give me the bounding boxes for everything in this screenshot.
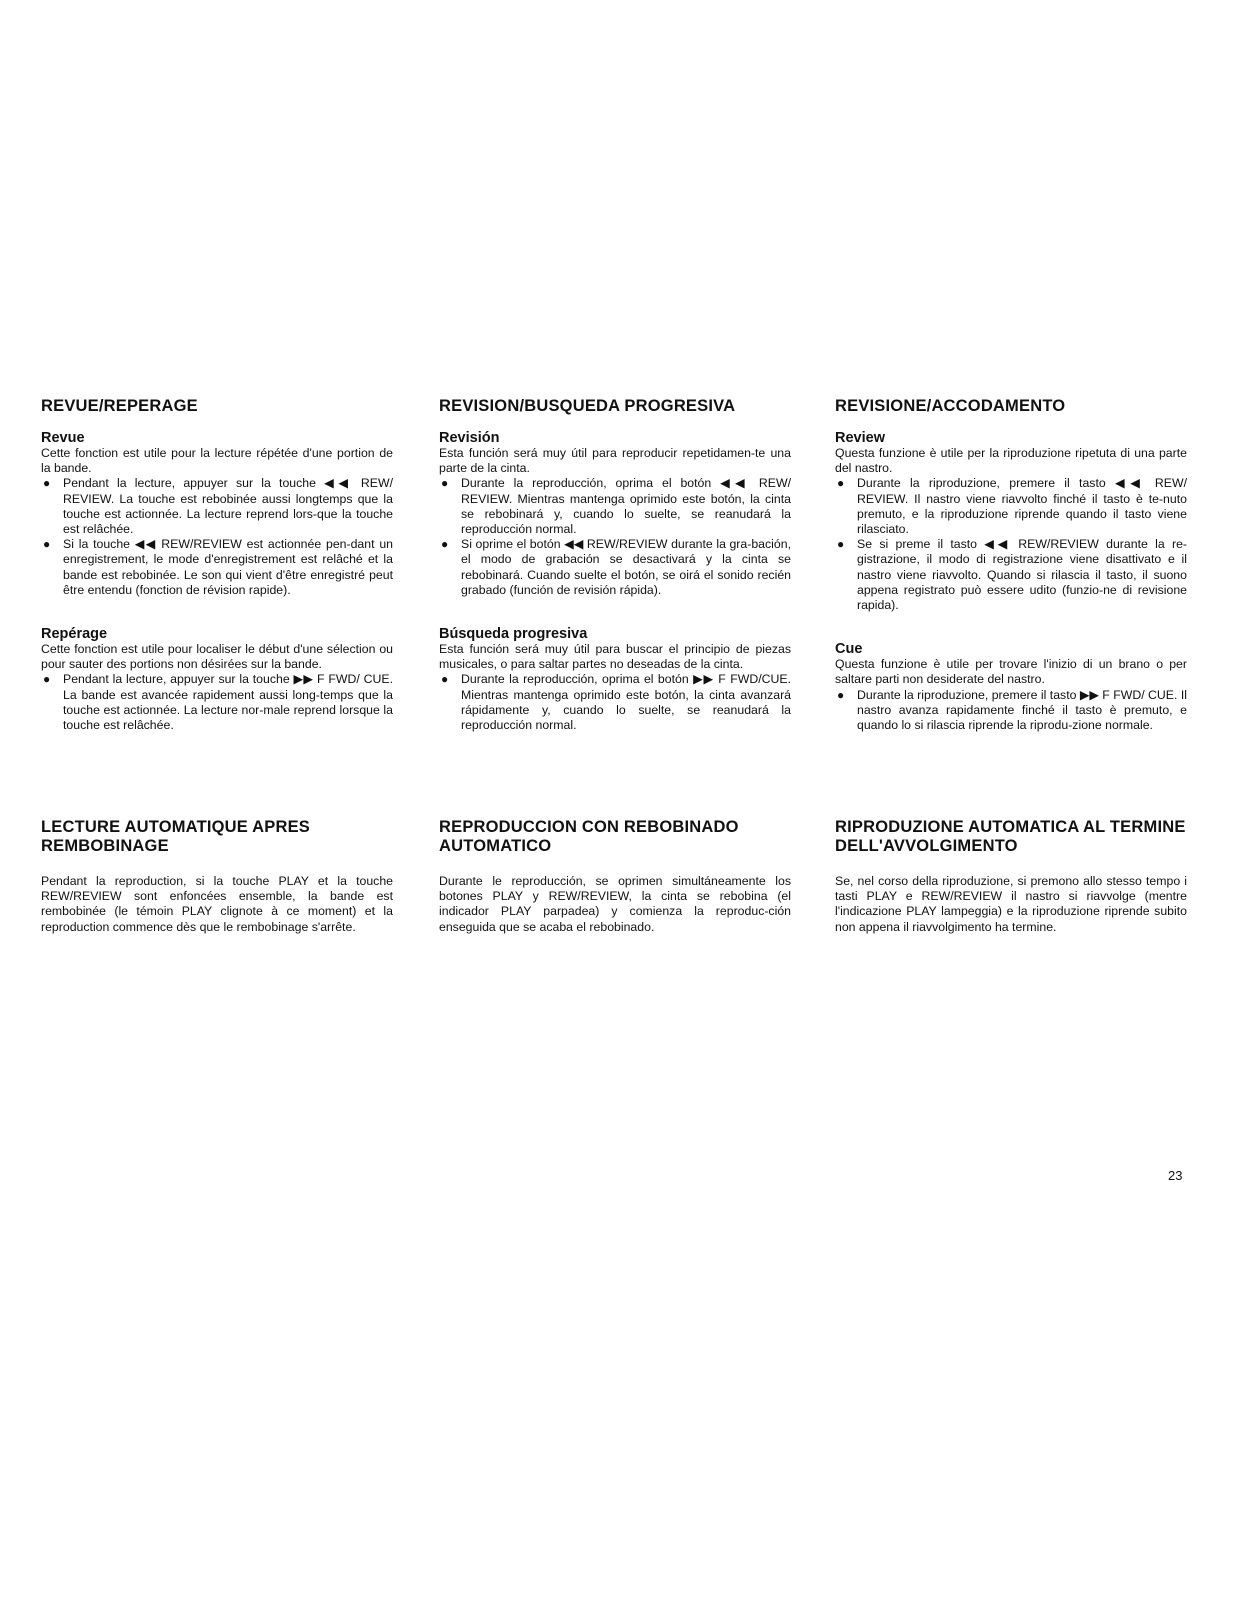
subsection-title: Búsqueda progresiva bbox=[439, 626, 588, 643]
subsection-review bbox=[835, 430, 1187, 613]
list-item-text: Durante la riproduzione, premere il tasto ◀◀ REW/ REVIEW. Il nastro viene riavvolto finché il tasto è te-nuto premuto, e la riproduzione riprende quando il tasto viene rilasciato. bbox=[857, 476, 1187, 537]
subsection-intro: Questa funzione è utile per la riproduzione ripetuta di una parte del nastro. bbox=[835, 446, 1187, 476]
bullet-icon: ● bbox=[837, 476, 845, 491]
column-french bbox=[41, 397, 393, 761]
page-number: 23 bbox=[1168, 1168, 1183, 1183]
list-item-text: Se si preme il tasto ◀◀ REW/REVIEW durante la re-gistrazione, il modo di registrazione viene disattivato e il nastro viene riavvolto. Quando si rilascia il tasto, il suono appena registrato può essere udito (funzio-ne di revisione rapida). bbox=[857, 537, 1187, 613]
subsection-cue bbox=[439, 626, 791, 733]
subsection-title: Repérage bbox=[41, 626, 108, 643]
section-title: RIPRODUZIONE AUTOMATICA AL TERMINE DELL'AVVOLGIMENTO bbox=[835, 818, 1186, 855]
subsection-title: Revisión bbox=[439, 430, 500, 446]
subsection-review bbox=[439, 430, 791, 598]
section-title: REPRODUCCION CON REBOBINADO AUTOMATICO bbox=[439, 818, 739, 855]
list-item bbox=[439, 672, 791, 733]
list-item bbox=[41, 672, 393, 733]
list-item bbox=[835, 688, 1187, 734]
list-item-text: Pendant la lecture, appuyer sur la touche ▶▶ F FWD/ CUE. La bande est avancée rapidement aussi long-temps que la touche est actionnée. La lecture nor-male reprend lorsque la touche est relâchée. bbox=[63, 672, 393, 733]
bullet-list bbox=[835, 688, 1187, 734]
subsection-intro: Questa funzione è utile per trovare l'inizio di un brano o per saltare parti non desiderate del nastro. bbox=[835, 657, 1187, 687]
section-title: REVISIONE/ACCODAMENTO bbox=[835, 397, 1066, 415]
list-item bbox=[439, 537, 791, 598]
list-item-text: Durante la reproducción, oprima el botón ▶▶ F FWD/CUE. Mientras mantenga oprimido este botón, la cinta avanzará rápidamente y, cuando lo suelte, se reanudará la reproducción normal. bbox=[461, 672, 791, 733]
list-item-text: Pendant la lecture, appuyer sur la touche ◀◀ REW/ REVIEW. La touche est rebobinée aussi longtemps que la touche est actionnée. La lecture reprend lors-que la touche est relâchée. bbox=[63, 476, 393, 537]
bullet-icon: ● bbox=[43, 537, 51, 552]
list-item bbox=[835, 476, 1187, 537]
section-title: REVISION/BUSQUEDA PROGRESIVA bbox=[439, 397, 736, 415]
list-item bbox=[41, 476, 393, 537]
subsection-title: Review bbox=[835, 430, 885, 446]
list-item bbox=[835, 537, 1187, 613]
column-spanish bbox=[439, 397, 791, 761]
auto-play-section-french bbox=[41, 818, 393, 935]
section-title: REVUE/REPERAGE bbox=[41, 397, 198, 415]
section-title: LECTURE AUTOMATIQUE APRES REMBOBINAGE bbox=[41, 818, 311, 855]
subsection-intro: Cette fonction est utile pour la lecture répétée d'une portion de la bande. bbox=[41, 446, 393, 476]
list-item-text: Durante la riproduzione, premere il tasto ▶▶ F FWD/ CUE. Il nastro avanza rapidamente finché il tasto è premuto, e quando lo si rilascia riprende la riprodu-zione normale. bbox=[857, 687, 1187, 733]
subsection-intro: Esta función será muy útil para buscar el principio de piezas musicales, o para saltar partes no deseadas de la cinta. bbox=[439, 642, 791, 672]
bullet-list bbox=[439, 672, 791, 733]
subsection-title: Cue bbox=[835, 641, 863, 658]
bullet-list bbox=[41, 672, 393, 733]
subsection-title: Revue bbox=[41, 430, 85, 446]
subsection-cue bbox=[835, 641, 1187, 733]
bullet-icon: ● bbox=[441, 537, 449, 552]
column-italian bbox=[835, 397, 1187, 761]
bullet-icon: ● bbox=[43, 672, 51, 687]
list-item bbox=[439, 476, 791, 537]
section-text: Pendant la reproduction, si la touche PLAY et la touche REW/REVIEW sont enfoncées ensemble, la bande est rembobinée (le témoin PLAY clignote à ce moment) et la reproduction commence dès que le rembobinage s'arrête. bbox=[41, 874, 393, 934]
bullet-list bbox=[439, 476, 791, 598]
bullet-icon: ● bbox=[837, 687, 845, 702]
bullet-icon: ● bbox=[837, 537, 845, 552]
list-item-text: Si oprime el botón ◀◀ REW/REVIEW durante la gra-bación, el modo de grabación se desactivará y la cinta se rebobinará. Cuando suelte el botón, se oirá el sonido recién grabado (función de revisión rápida). bbox=[461, 537, 791, 597]
list-item-text: Si la touche ◀◀ REW/REVIEW est actionnée pen-dant un enregistrement, le mode d'enregistrement est relâché et la bande est rebobinée. Le son qui vient d'être enregistré peut être entendu (fonction de révision rapide). bbox=[63, 537, 393, 597]
subsection-review bbox=[41, 430, 393, 598]
bullet-list bbox=[41, 476, 393, 598]
auto-play-section-spanish bbox=[439, 818, 791, 935]
bullet-list bbox=[835, 476, 1187, 613]
bullet-icon: ● bbox=[441, 672, 449, 687]
subsection-cue bbox=[41, 626, 393, 733]
list-item bbox=[41, 537, 393, 598]
subsection-intro: Esta función será muy útil para reproducir repetidamen-te una parte de la cinta. bbox=[439, 446, 791, 476]
list-item-text: Durante la reproducción, oprima el botón ◀◀ REW/ REVIEW. Mientras mantenga oprimido este botón, la cinta se rebobinará y, cuando lo suelte, se reanudará la reproducción normal. bbox=[461, 476, 791, 537]
subsection-intro: Cette fonction est utile pour localiser le début d'une sélection ou pour sauter des portions non désirées sur la bande. bbox=[41, 642, 393, 672]
section-text: Durante le reproducción, se oprimen simultáneamente los botones PLAY y REW/REVIEW, la cinta se rebobina (el indicador PLAY parpadea) y comienza la reproduc-ción enseguida que se acaba el rebobinado. bbox=[439, 874, 791, 934]
bullet-icon: ● bbox=[441, 476, 449, 491]
section-text: Se, nel corso della riproduzione, si premono allo stesso tempo i tasti PLAY e REW/REVIEW il nastro si riavvolge (mentre l'indicazione PLAY lampeggia) e la riproduzione riprende subito non appena il riavvolgimento ha termine. bbox=[835, 874, 1187, 934]
bullet-icon: ● bbox=[43, 476, 51, 491]
auto-play-section-italian bbox=[835, 818, 1187, 935]
